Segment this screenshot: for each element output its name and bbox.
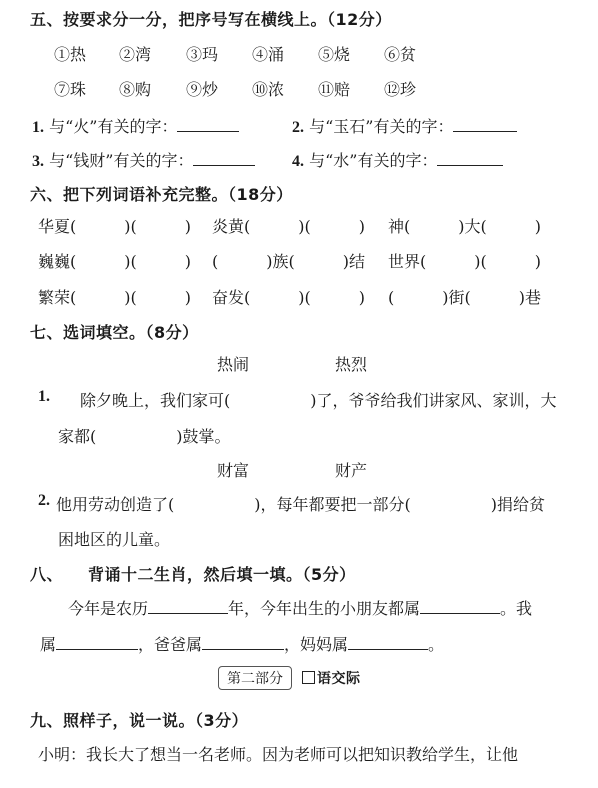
section6-row <box>0 249 598 273</box>
char-option: ⑤烧 <box>318 45 351 64</box>
char-option: ⑥贫 <box>384 45 417 64</box>
word-choice: 财产 <box>335 461 368 480</box>
char-option: ③玛 <box>186 45 219 64</box>
section6-row <box>0 214 598 238</box>
char-option: ②湾 <box>119 45 152 64</box>
char-option: ①热 <box>54 45 87 64</box>
word-choice: 热烈 <box>335 355 368 374</box>
checkbox-icon <box>302 671 315 684</box>
word-choice: 热闹 <box>217 355 250 374</box>
part2-banner <box>218 666 361 690</box>
answer-blank[interactable] <box>202 635 284 650</box>
section7-q1-line2: 家都( )鼓掌。 <box>58 427 231 446</box>
section5-chars-row2 <box>0 77 598 99</box>
section5-q2: 2. 与“玉石”有关的字： <box>292 114 517 137</box>
word-choice: 财富 <box>217 461 250 480</box>
char-option: ⑪赔 <box>318 80 351 99</box>
word-fill-item[interactable]: 炎黄( )( ) <box>212 217 365 236</box>
section7-q2-line2: 困地区的儿童。 <box>58 530 171 549</box>
word-fill-item[interactable]: ( )族( )结 <box>212 252 365 271</box>
section8-title: 背诵十二生肖，然后填一填。（5分） <box>88 565 356 584</box>
section7-title: 七、选词填空。（8分） <box>30 323 199 342</box>
char-option: ⑫珍 <box>384 80 417 99</box>
section9-line1: 小明：我长大了想当一名老师。因为老师可以把知识教给学生，让他 <box>38 745 519 764</box>
char-option: ⑨炒 <box>186 80 219 99</box>
section5-q3: 3. 与“钱财”有关的字： <box>32 148 255 171</box>
section5-q1: 1. 与“火”有关的字： <box>32 114 239 137</box>
section7-q2-line1: 他用劳动创造了( )，每年都要把一部分( )捐给贫 <box>56 495 545 514</box>
question-number: 2. <box>38 492 50 509</box>
char-option: ⑧购 <box>119 80 152 99</box>
section8-prefix: 八、 <box>30 565 64 584</box>
char-option: ⑦珠 <box>54 80 87 99</box>
answer-blank[interactable] <box>148 599 228 614</box>
char-option: ⑩浓 <box>252 80 285 99</box>
word-fill-item[interactable]: ( )街( )巷 <box>388 288 541 307</box>
section5-q4: 4. 与“水”有关的字： <box>292 148 503 171</box>
section5-chars-row1 <box>0 42 598 64</box>
answer-blank[interactable] <box>348 635 428 650</box>
answer-blank[interactable] <box>420 599 500 614</box>
section6-title: 六、把下列词语补充完整。（18分） <box>30 185 293 204</box>
answer-blank[interactable] <box>437 151 503 166</box>
section5-title: 五、按要求分一分，把序号写在横线上。（12分） <box>30 10 392 29</box>
word-fill-item[interactable]: 神( )大( ) <box>388 217 541 236</box>
section8-line2: 属 ，爸爸属 ，妈妈属 。 <box>40 635 445 654</box>
section8-line1: 今年是农历 年，今年出生的小朋友都属 。我 <box>68 599 533 618</box>
answer-blank[interactable] <box>193 151 255 166</box>
word-fill-item[interactable]: 繁荣( )( ) <box>38 288 191 307</box>
answer-blank[interactable] <box>56 635 138 650</box>
answer-blank[interactable] <box>453 117 517 132</box>
word-fill-item[interactable]: 奋发( )( ) <box>212 288 365 307</box>
word-fill-item[interactable]: 世界( )( ) <box>388 252 541 271</box>
word-fill-item[interactable]: 巍巍( )( ) <box>38 252 191 271</box>
section9-title: 九、照样子，说一说。（3分） <box>30 711 249 730</box>
question-number: 1. <box>38 388 50 405</box>
section7-q1-line1: 除夕晚上，我们家可( )了，爷爷给我们讲家风、家训，大 <box>80 391 557 410</box>
part-label: 第二部分 <box>218 666 292 690</box>
section6-row <box>0 285 598 309</box>
part2-section: 语交际 <box>302 668 361 688</box>
answer-blank[interactable] <box>177 117 239 132</box>
char-option: ④涌 <box>252 45 285 64</box>
word-fill-item[interactable]: 华夏( )( ) <box>38 217 191 236</box>
